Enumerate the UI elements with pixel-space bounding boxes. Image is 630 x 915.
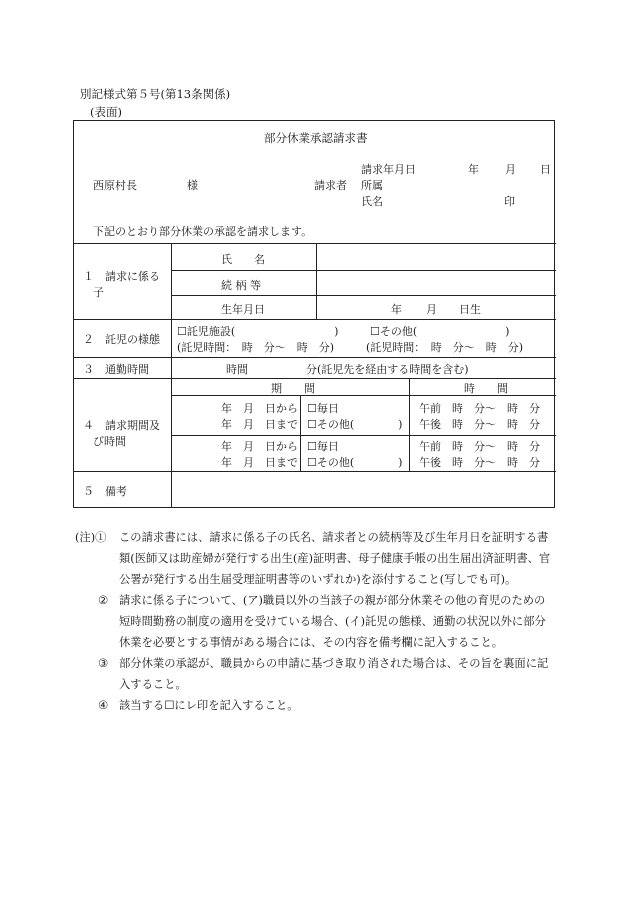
birth-month: 月 [426,303,437,316]
birthdate-label: 生年月日 [221,303,265,316]
child-heading-cont: 子 [93,286,104,299]
period-until: 年 月 日まで [221,418,298,431]
rule [171,435,556,436]
child-name-label: 氏 名 [221,253,265,266]
remarks-field[interactable] [174,474,552,506]
other-checkbox[interactable]: ☐その他( ) [307,456,403,469]
care-heading: ２ 託児の様態 [83,333,160,346]
period-from: 年 月 日から [221,402,298,415]
commute-minutes-note: 分(託児先を経由する時間を含む) [306,363,469,376]
note-text: 部分休業の承認が、職員からの申請に基づき取り消された場合は、その旨を裏面に記入すること。 [119,657,549,691]
care-other-checkbox[interactable]: ☐その他( ) [370,325,510,338]
note-marker: ③ [98,657,109,670]
am-time: 午前 時 分～ 時 分 [419,402,540,415]
pm-time: 午後 時 分～ 時 分 [419,456,540,469]
period-heading: ４ 請求期間及 [83,419,160,432]
seal-mark: 印 [504,195,515,208]
other-checkbox[interactable]: ☐その他( ) [307,418,403,431]
note-marker: ② [98,594,109,607]
note-text: 該当する☐にレ印を記入すること。 [119,699,299,712]
note-marker: ④ [98,699,109,712]
care-facility-checkbox[interactable]: ☐託児施設( ) [177,325,339,338]
honorific: 様 [187,179,198,192]
form-title: 部分休業承認請求書 [264,131,368,145]
period-until: 年 月 日まで [221,456,298,469]
request-statement: 下記のとおり部分休業の承認を請求します。 [93,225,313,238]
note-item [75,590,555,653]
note-item [75,695,555,716]
remarks-heading: ５ 備考 [83,485,127,498]
notes [75,527,555,716]
daily-checkbox[interactable]: ☐毎日 [307,402,339,415]
requester-label: 請求者 [314,179,347,192]
pm-time: 午後 時 分～ 時 分 [419,418,540,431]
form-number: 別記様式第５号(第13条関係) [80,87,231,101]
child-heading: １ 請求に係る [83,270,160,283]
request-month: 月 [505,163,516,176]
note-text: この請求書には、請求に係る子の氏名、請求者との続柄等及び生年月日を証明する書類(医師又は助産婦が発行する出生(産)証明書、母子健康手帳の出生届出済証明書、官公署が発行する出生届受理証明書等のいずれか)を添付すること(写しでも可)。 [119,531,551,586]
commute-hours-label: 時間 [226,363,248,376]
note-text: 請求に係る子について、(ア)職員以外の当該子の親が部分休業その他の育児のための短時間勤務の制度の適用を受けている場合、(イ)託児の態様、通勤の状況以外に部分休業を必要とする事情がある場合には、その内容を備考欄に記入すること。 [119,594,546,649]
rule [74,357,556,358]
period-from: 年 月 日から [221,440,298,453]
am-time: 午前 時 分～ 時 分 [419,440,540,453]
rule [74,319,556,320]
relation-label: 続 柄 等 [221,279,261,292]
request-year: 年 [468,163,479,176]
affiliation-label: 所属 [361,179,383,192]
rule [171,295,556,296]
rule [316,243,317,319]
care-facility-hours: (託児時間： 時 分～ 時 分) [177,341,335,354]
request-day: 日 [540,163,551,176]
rule [74,471,556,472]
period-heading-cont: び時間 [93,435,126,448]
addressee: 西原村長 [93,179,137,192]
rule [171,243,172,508]
rule [74,243,556,244]
rule [300,395,301,471]
request-date-label: 請求年月日 [361,163,416,176]
period-column-label: 期 間 [271,382,315,395]
note-item [75,527,555,590]
note-marker: (注)① [75,531,107,544]
rule [74,378,556,379]
name-label: 氏名 [361,195,383,208]
commute-heading: ３ 通勤時間 [83,363,149,376]
rule [171,270,556,271]
note-item [75,653,555,695]
time-column-label: 時 間 [464,382,508,395]
care-other-hours: (託児時間： 時 分～ 時 分) [366,341,524,354]
birth-year: 年 [391,303,402,316]
birth-day-suffix: 日生 [459,303,481,316]
request-form [73,120,555,508]
daily-checkbox[interactable]: ☐毎日 [307,440,339,453]
rule [409,378,410,471]
page-side-label: (表面) [90,105,122,119]
